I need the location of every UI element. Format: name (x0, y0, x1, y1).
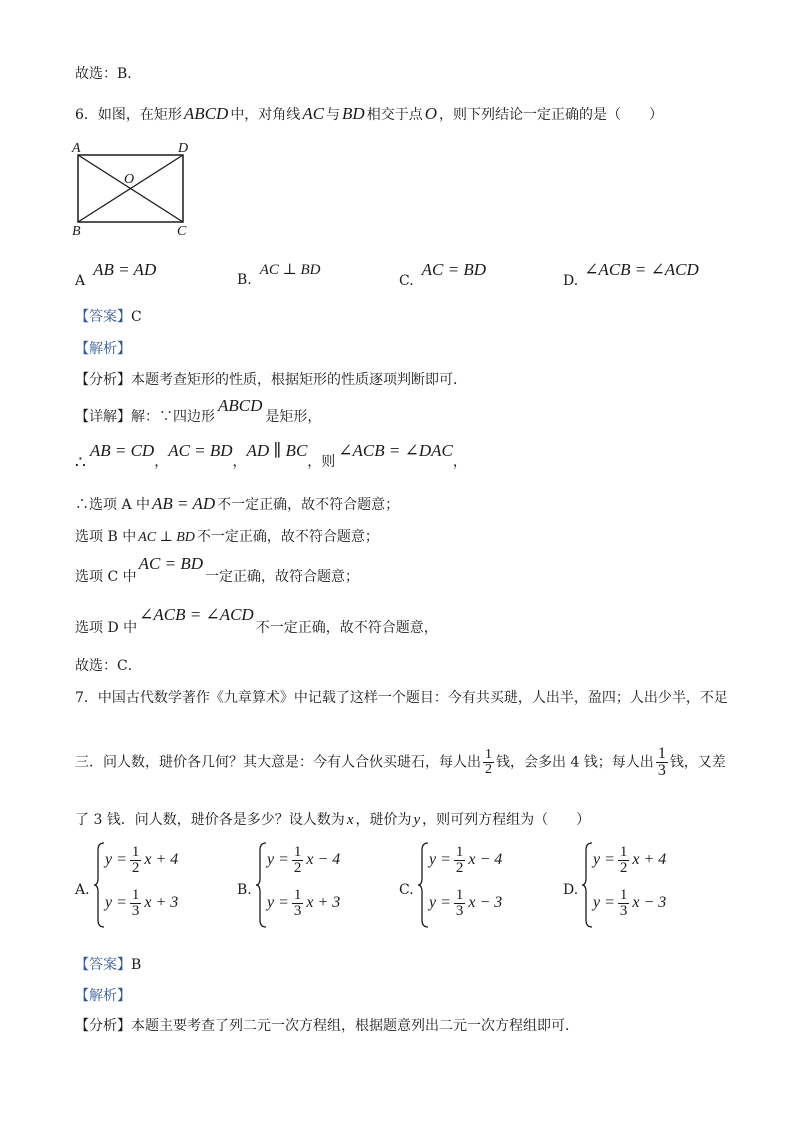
q6-math-ac: AC (302, 104, 325, 123)
option-label: C. (399, 882, 414, 898)
vertex-a-label: A (72, 141, 81, 156)
option-expr: ∠ACB = ∠ACD (584, 260, 699, 279)
eq-lhs: y = (267, 894, 289, 912)
q6-option-a (75, 260, 156, 289)
denominator: 3 (131, 903, 140, 919)
comma: ， (154, 454, 169, 470)
equation-1 (267, 845, 340, 876)
equation-1 (593, 845, 666, 876)
option-label: A (75, 273, 86, 289)
q6-analysis-tag: 【解析】 (75, 341, 131, 357)
q7-analysis-tag: 【解析】 (75, 988, 131, 1004)
option-label: A. (75, 882, 90, 898)
fenxi-text: 本题考查矩形的性质，根据矩形的性质逐项判断即可． (131, 372, 467, 388)
q7-fenxi (75, 1015, 579, 1035)
xiangjie-text: 不一定正确，故不符合题意； (196, 529, 379, 545)
q7-stem-text: 三．问人数，琎价各几何？其大意是：今有人合伙买琎石，每人出 (75, 754, 481, 771)
eq-lhs: y = (267, 851, 289, 869)
q7-option-c (399, 840, 549, 930)
vertex-d-label: D (178, 141, 189, 156)
math-expr: AB = AD (152, 494, 216, 513)
q7-stem-text: ，则可列方程组为（ ） (422, 812, 591, 828)
math-y: y (413, 812, 421, 828)
prev-answer-line: 故选：B． (75, 66, 142, 82)
eq-rhs: x − 4 (306, 851, 341, 869)
q6-answer (75, 306, 142, 326)
math-abcd: ABCD (218, 396, 263, 415)
option-expr: AC ⊥ BD (259, 262, 321, 278)
answer-tag: 【答案】 (75, 957, 131, 973)
xiangjie-text: 选项 D 中 (75, 620, 138, 636)
q6-math-o: O (424, 104, 437, 123)
vertex-b-label: B (72, 224, 81, 238)
math-expr: ∠ACB = ∠DAC (338, 441, 453, 460)
answer-value: C (131, 309, 142, 325)
q6-math-bd: BD (342, 104, 365, 123)
fraction-one-third (656, 746, 668, 779)
numerator: 1 (131, 844, 140, 860)
math-expr: AC ⊥ BD (138, 530, 195, 545)
q7-stem-line2 (75, 746, 726, 779)
math-x: x (346, 812, 354, 828)
numerator: 1 (619, 844, 628, 860)
q6-stem (75, 104, 663, 124)
q6-final-answer: 故选：C． (75, 658, 142, 674)
eq-rhs: x + 3 (306, 894, 341, 912)
numerator: 1 (131, 887, 140, 903)
option-expr: AC = BD (421, 260, 487, 279)
answer-value: B (131, 957, 142, 973)
q6-stem-text: 相交于点 (366, 107, 423, 123)
xiangjie-tag: 【详解】 (75, 409, 131, 425)
denominator: 2 (455, 860, 464, 876)
denominator: 3 (657, 762, 666, 779)
q6-xiangjie-line2 (75, 441, 467, 473)
q6-fenxi (75, 369, 467, 389)
comma: ， (232, 454, 247, 470)
numerator: 1 (293, 844, 302, 860)
center-o-label: O (124, 172, 135, 187)
q7-option-a (75, 840, 225, 930)
denominator: 3 (619, 903, 628, 919)
q6-option-d (563, 260, 699, 289)
equation-2 (429, 888, 502, 919)
xiangjie-text: 选项 C 中 (75, 569, 137, 585)
eq-lhs: y = (429, 851, 451, 869)
eq-rhs: x + 4 (144, 851, 179, 869)
denominator: 2 (293, 860, 302, 876)
numerator: 1 (657, 745, 666, 762)
eq-rhs: x + 4 (632, 851, 667, 869)
xiangjie-text: ∴选项 A 中 (75, 497, 151, 513)
numerator: 1 (455, 844, 464, 860)
q6-option-b (237, 260, 321, 288)
denominator: 3 (455, 903, 464, 919)
option-label: B. (237, 882, 252, 898)
xiangjie-text: 不一定正确，故不符合题意， (255, 620, 438, 636)
q6-number: 6． (75, 107, 98, 123)
option-label: C. (399, 273, 414, 289)
q7-answer (75, 954, 141, 974)
option-expr: AB = AD (93, 260, 157, 279)
eq-lhs: y = (429, 894, 451, 912)
eq-rhs: x + 3 (144, 894, 179, 912)
q6-xiangjie-line3 (75, 494, 399, 514)
numerator: 1 (619, 887, 628, 903)
eq-rhs: x − 4 (468, 851, 503, 869)
fenxi-tag: 【分析】 (75, 1018, 131, 1034)
equation-1 (105, 845, 178, 876)
answer-tag: 【答案】 (75, 309, 131, 325)
q6-stem-text: 与 (326, 107, 341, 123)
xiangjie-text: 选项 B 中 (75, 529, 137, 545)
xiangjie-text: 解：∵四边形 (131, 409, 215, 425)
denominator: 2 (619, 860, 628, 876)
math-expr: AC = BD (138, 554, 203, 573)
option-label: B. (237, 272, 252, 288)
q7-stem-text: ，琎价为 (355, 812, 412, 828)
eq-rhs: x − 3 (468, 894, 503, 912)
q6-stem-text: ，则下列结论一定正确的是（ ） (439, 107, 663, 123)
equation-2 (267, 888, 340, 919)
comma: ， (452, 454, 467, 470)
q6-xiangjie-line4 (75, 526, 379, 546)
numerator: 1 (293, 887, 302, 903)
q6-xiangjie-line5 (75, 554, 359, 586)
eq-lhs: y = (105, 851, 127, 869)
q6-option-c (399, 260, 486, 289)
fenxi-tag: 【分析】 (75, 372, 131, 388)
eq-lhs: y = (105, 894, 127, 912)
option-label: D. (563, 882, 579, 898)
fraction-one-half (483, 748, 494, 777)
numerator: 1 (485, 747, 492, 762)
q6-xiangjie-line6 (75, 605, 438, 637)
equation-1 (429, 845, 502, 876)
vertex-c-label: C (177, 224, 187, 238)
eq-lhs: y = (593, 894, 615, 912)
q7-stem-text: 了 3 钱．问人数，琎价各是多少？设人数为 (75, 812, 345, 828)
math-expr: AD ∥ BC (246, 441, 308, 460)
q6-stem-text: 如图，在矩形 (97, 107, 182, 123)
option-label: D. (563, 273, 579, 289)
equation-2 (593, 888, 666, 919)
q6-xiangjie-line1 (75, 396, 321, 426)
numerator: 1 (455, 887, 464, 903)
eq-lhs: y = (593, 851, 615, 869)
equation-2 (105, 888, 178, 919)
xiangjie-text: ，则 (307, 454, 336, 470)
xiangjie-text: 一定正确，故符合题意； (204, 569, 359, 585)
q7-option-d (563, 840, 723, 930)
xiangjie-text: 不一定正确，故不符合题意； (217, 497, 400, 513)
q6-stem-text: 中，对角线 (230, 107, 301, 123)
denominator: 3 (293, 903, 302, 919)
denominator: 2 (131, 860, 140, 876)
eq-rhs: x − 3 (632, 894, 667, 912)
q7-option-b (237, 840, 387, 930)
math-expr: AB = CD (89, 441, 155, 460)
q7-stem-text: 钱，会多出 4 钱；每人出 (496, 754, 654, 771)
math-expr: ∠ACB = ∠ACD (139, 605, 254, 624)
fenxi-text: 本题主要考查了列二元一次方程组，根据题意列出二元一次方程组即可． (131, 1018, 579, 1034)
q7-stem-line1: 7．中国古代数学著作《九章算术》中记载了这样一个题目：今有共买琎，人出半，盈四；人出少半，不足 (75, 690, 728, 706)
q6-rectangle-figure (68, 138, 198, 238)
denominator: 2 (485, 762, 492, 777)
q7-stem-text: 钱，又差 (669, 754, 726, 771)
q6-math-abcd: ABCD (183, 104, 229, 123)
q7-stem-line3 (75, 809, 590, 829)
therefore-symbol: ∴ (75, 453, 86, 473)
math-expr: AC = BD (168, 441, 233, 460)
xiangjie-text: 是矩形， (265, 409, 322, 425)
